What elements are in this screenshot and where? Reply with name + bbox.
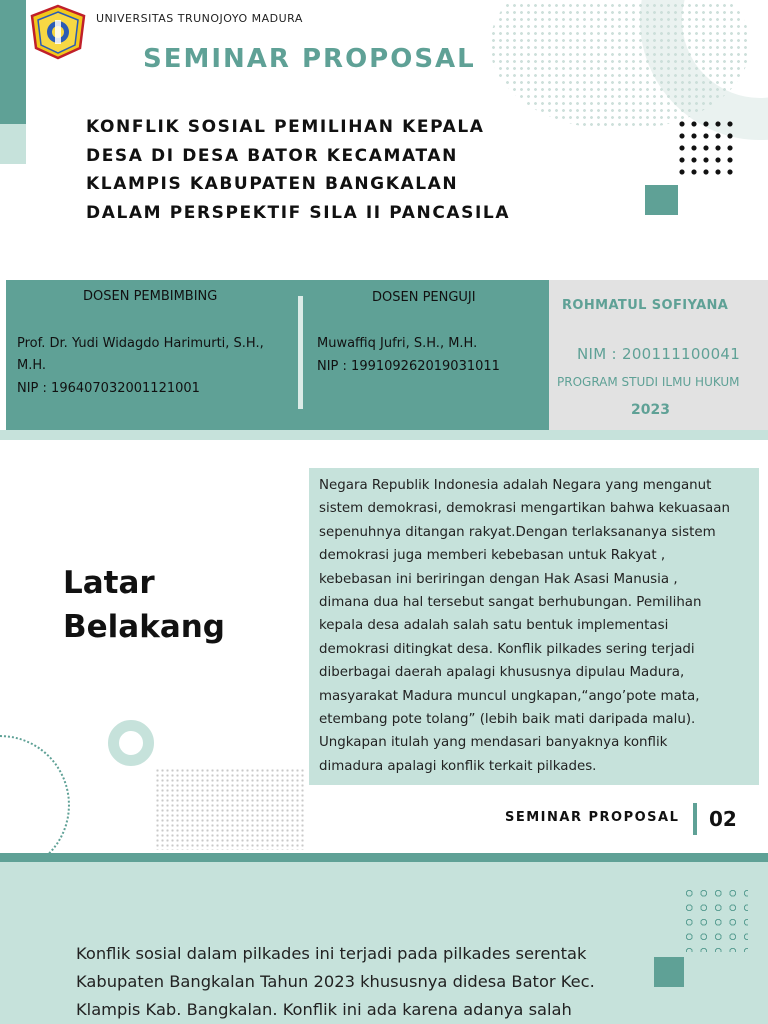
university-name: UNIVERSITAS TRUNOJOYO MADURA (96, 12, 303, 25)
thesis-title (86, 113, 606, 227)
supervisor-heading: DOSEN PEMBIMBING (83, 289, 218, 304)
paragraph-line: Klampis Kab. Bangkalan. Konflik ini ada karena adanya salah (76, 1000, 572, 1019)
decorative-ring-small (108, 720, 154, 766)
panel-divider (298, 296, 303, 409)
decorative-ring-dots (682, 886, 748, 952)
paragraph-line: sepenuhnya ditangan rakyat.Dengan terlaksananya sistem (319, 524, 716, 540)
student-nim: NIM : 200111100041 (577, 345, 741, 363)
examiner-nip: NIP : 199109262019031011 (317, 359, 500, 374)
paragraph-line: demokrasi ditingkat desa. Konflik pilkades sering terjadi (319, 641, 695, 657)
section-heading-line: Latar (63, 565, 155, 601)
section-heading (63, 561, 225, 649)
supervisor-nip: NIP : 196407032001121001 (17, 381, 200, 396)
accent-bar-light (0, 124, 26, 164)
seminar-heading: SEMINAR PROPOSAL (143, 44, 476, 74)
paragraph-line: diberbagai daerah apalagi khususnya dipulau Madura, (319, 665, 685, 681)
paragraph-line: Ungkapan itulah yang mendasari banyaknya konflik (319, 735, 668, 751)
supervisor-name: Prof. Dr. Yudi Widagdo Harimurti, S.H., (17, 336, 264, 351)
student-name: ROHMATUL SOFIYANA (562, 298, 729, 313)
decorative-square (645, 185, 678, 215)
examiner-heading: DOSEN PENGUJI (372, 290, 476, 305)
decorative-dot-pattern (155, 768, 305, 850)
paragraph-line: Negara Republik Indonesia adalah Negara yang menganut (319, 478, 712, 493)
paragraph-line: kepala desa adalah salah satu bentuk implementasi (319, 618, 669, 634)
study-program: PROGRAM STUDI ILMU HUKUM (557, 375, 740, 389)
section-heading-line: Belakang (63, 609, 225, 645)
paragraph-line: demokrasi juga memberi kebebasan untuk Rakyat , (319, 548, 666, 564)
slide3-paragraph (76, 940, 636, 1024)
thesis-title-line: DESA DI DESA BATOR KECAMATAN (86, 145, 458, 166)
decorative-dot-grid (676, 118, 738, 180)
university-logo (28, 4, 88, 60)
paragraph-line: etembang pote tolang” (lebih baik mati daripada malu). (319, 712, 696, 728)
examiner-name: Muwaffiq Jufri, S.H., M.H. (317, 336, 478, 351)
paragraph-line: masyarakat Madura muncul ungkapan,“ango’pote mata, (319, 688, 700, 704)
background-paragraph (319, 474, 759, 778)
page-number: 02 (709, 807, 737, 831)
slide-bottom-strip (0, 430, 768, 440)
slide-separator (0, 853, 768, 862)
footer-label: SEMINAR PROPOSAL (505, 810, 680, 825)
supervisor-name-suffix: M.H. (17, 358, 47, 373)
paragraph-line: Konflik sosial dalam pilkades ini terjadi pada pilkades serentak (76, 944, 587, 963)
thesis-title-line: KLAMPIS KABUPATEN BANGKALAN (86, 174, 459, 194)
year: 2023 (631, 402, 670, 418)
paragraph-line: dimadura apalagi konflik terkait pilkades. (319, 758, 597, 774)
accent-bar (0, 0, 26, 124)
paragraph-line: sistem demokrasi, demokrasi mengartikan bahwa kekuasaan (319, 501, 730, 517)
paragraph-line: Kabupaten Bangkalan Tahun 2023 khususnya didesa Bator Kec. (76, 972, 595, 991)
decorative-square (654, 957, 684, 987)
paragraph-line: kebebasan ini beriringan dengan Hak Asasi Manusia , (319, 571, 678, 587)
paragraph-line: dimana dua hal tersebut sangat berhubungan. Pemilihan (319, 595, 702, 611)
thesis-title-line: KONFLIK SOSIAL PEMILIHAN KEPALA (86, 117, 485, 137)
thesis-title-line: DALAM PERSPEKTIF SILA II PANCASILA (86, 202, 511, 223)
footer-divider (693, 803, 697, 835)
